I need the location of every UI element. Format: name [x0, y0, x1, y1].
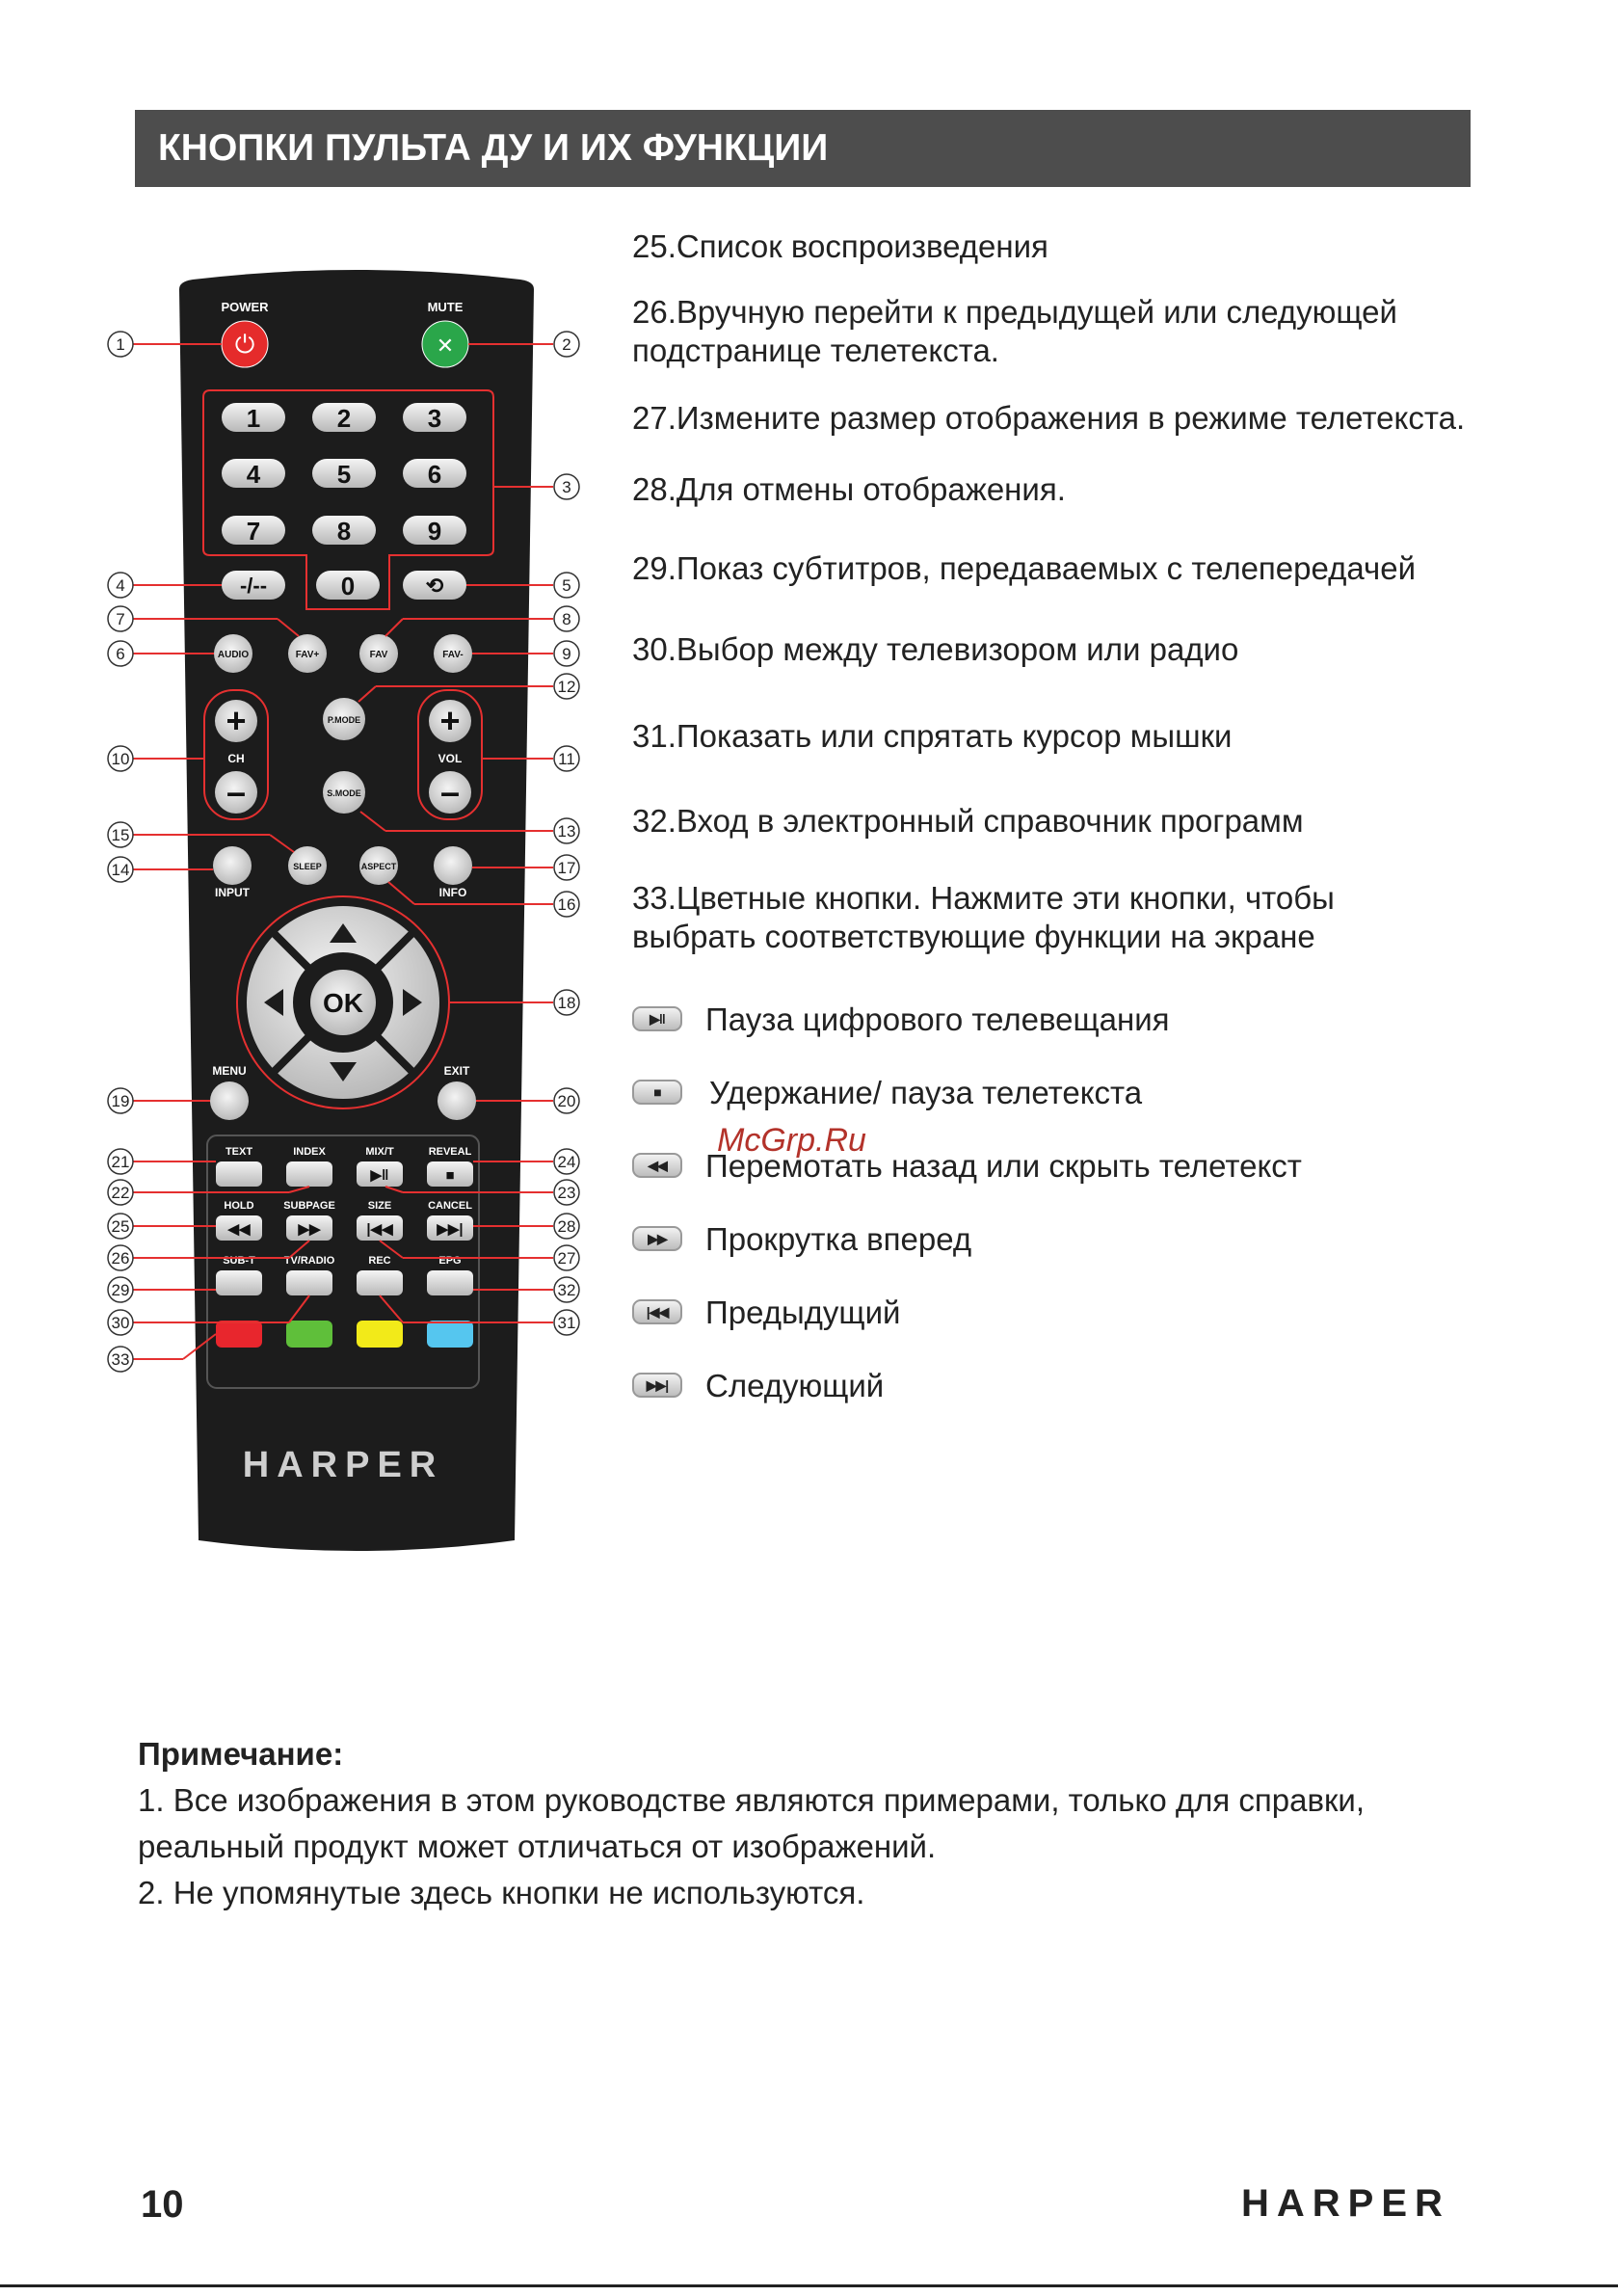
digit-2-label: 2	[336, 404, 352, 433]
rewind-icon: ◀◀	[632, 1153, 682, 1178]
function-item: 26.Вручную перейти к предыдущей или следующей подстранице телетекста.	[632, 294, 1397, 368]
callout-number: 1	[116, 335, 125, 354]
stop-icon: ■	[632, 1080, 682, 1105]
watermark: McGrp.Ru	[717, 1122, 866, 1159]
rewind-icon: ◀◀	[227, 1221, 251, 1238]
page-bottom-rule	[0, 2284, 1618, 2287]
tvradio-button	[286, 1270, 332, 1295]
next-icon: ▶▶|	[632, 1373, 682, 1398]
callout-number: 27	[557, 1249, 576, 1268]
section-title: КНОПКИ ПУЛЬТА ДУ И ИХ ФУНКЦИИ	[158, 127, 829, 169]
stop-icon: ■	[445, 1167, 455, 1184]
callout-number: 19	[111, 1092, 130, 1110]
digit-7-label: 7	[246, 517, 261, 546]
minus-icon: –	[225, 772, 247, 812]
function-item: 33.Цветные кнопки. Нажмите эти кнопки, чтобы выбрать соответствующие функции на экране	[632, 880, 1335, 954]
dash-label: -/--	[239, 574, 268, 598]
callout-number: 3	[562, 478, 571, 496]
power-icon: ⏻	[234, 330, 255, 359]
menu-label: MENU	[212, 1064, 247, 1078]
callout-number: 31	[557, 1314, 576, 1332]
subpage-label: SUBPAGE	[283, 1200, 335, 1212]
note-line-2: 2. Не упомянутые здесь кнопки не используются.	[138, 1875, 865, 1910]
exit-label: EXIT	[443, 1064, 470, 1078]
pmode-label: P.MODE	[327, 715, 361, 725]
mute-label: MUTE	[427, 300, 464, 314]
function-item: 29.Показ субтитров, передаваемых с телепередачей	[632, 550, 1416, 586]
ok-label: OK	[323, 988, 363, 1018]
mixt-label: MIX/T	[365, 1146, 394, 1158]
digit-5-label: 5	[336, 460, 352, 489]
function-item: 25.Список воспроизведения	[632, 228, 1048, 264]
digit-0-label: 0	[340, 572, 356, 601]
power-label: POWER	[221, 300, 269, 314]
callout-number: 22	[111, 1184, 130, 1202]
tvradio-label: TV/RADIO	[283, 1255, 335, 1267]
red-button	[216, 1321, 262, 1348]
vol-label: VOL	[438, 752, 463, 765]
callout-number: 9	[562, 645, 571, 663]
function-item: 28.Для отмены отображения.	[632, 471, 1066, 507]
callout-number: 25	[111, 1217, 130, 1236]
callout-number: 24	[557, 1153, 576, 1171]
section-header	[135, 110, 1471, 187]
digit-6-label: 6	[427, 460, 442, 489]
sleep-label: SLEEP	[293, 862, 322, 871]
function-item: 30.Выбор между телевизором или радио	[632, 631, 1239, 667]
remote-brand-logo: HARPER	[242, 1445, 444, 1485]
remote-illustration	[96, 260, 617, 1581]
fast-forward-icon: ▶▶	[298, 1221, 321, 1238]
input-button	[213, 846, 252, 885]
callout-number: 26	[111, 1249, 130, 1268]
ch-label: CH	[227, 752, 245, 765]
fast-forward-icon: ▶▶	[632, 1226, 682, 1251]
function-item: 31.Показать или спрятать курсор мышки	[632, 718, 1233, 754]
digit-4-label: 4	[246, 460, 261, 489]
callout-number: 23	[557, 1184, 576, 1202]
fav-minus-label: FAV-	[442, 650, 464, 660]
callout-number: 15	[111, 826, 130, 844]
info-label: INFO	[438, 886, 467, 899]
size-label: SIZE	[367, 1200, 392, 1212]
callout-number: 10	[111, 750, 130, 768]
previous-icon: |◀◀	[632, 1299, 682, 1324]
page-number: 10	[141, 2183, 184, 2226]
subt-label: SUB-T	[223, 1255, 255, 1267]
yellow-button	[357, 1321, 403, 1348]
index-button	[286, 1161, 332, 1187]
menu-button	[210, 1081, 249, 1120]
fav-plus-label: FAV+	[295, 650, 320, 660]
audio-label: AUDIO	[217, 650, 250, 660]
callout-number: 21	[111, 1153, 130, 1171]
callout-number: 5	[562, 576, 571, 595]
callout-number: 12	[557, 678, 576, 696]
fav-label: FAV	[369, 650, 388, 660]
next-icon: ▶▶|	[437, 1221, 464, 1238]
digit-1-label: 1	[246, 404, 261, 433]
note-title: Примечание:	[138, 1736, 344, 1772]
aspect-label: ASPECT	[360, 862, 397, 871]
info-button	[434, 846, 472, 885]
callout-number: 6	[116, 645, 125, 663]
plus-icon: +	[439, 701, 461, 740]
callout-number: 33	[111, 1350, 130, 1369]
rec-button	[357, 1270, 403, 1295]
plus-icon: +	[225, 701, 247, 740]
footer-brand-logo: HARPER	[1241, 2182, 1450, 2225]
epg-button	[427, 1270, 473, 1295]
recall-icon: ⟲	[425, 574, 444, 598]
minus-icon: –	[439, 772, 461, 812]
callout-number: 13	[557, 822, 576, 841]
mute-icon: ✕	[436, 334, 455, 358]
callout-number: 18	[557, 994, 576, 1012]
callout-number: 14	[111, 861, 130, 879]
callout-number: 20	[557, 1092, 576, 1110]
subt-button	[216, 1270, 262, 1295]
callout-number: 16	[557, 895, 576, 914]
note-line-1: 1. Все изображения в этом руководстве являются примерами, только для справки, реальный продукт может отличаться от изображений.	[138, 1782, 1366, 1864]
digit-9-label: 9	[427, 517, 442, 546]
text-button	[216, 1161, 262, 1187]
callout-number: 29	[111, 1281, 130, 1299]
function-item: 27.Измените размер отображения в режиме телетекста.	[632, 400, 1466, 436]
previous-icon: |◀◀	[366, 1221, 393, 1238]
callout-number: 17	[557, 859, 576, 877]
play-pause-icon: ▶‖	[370, 1167, 389, 1184]
blue-button	[427, 1321, 473, 1348]
cancel-label: CANCEL	[428, 1200, 472, 1212]
callout-number: 28	[557, 1217, 576, 1236]
input-label: INPUT	[215, 886, 250, 899]
text-label: TEXT	[225, 1146, 253, 1158]
hold-label: HOLD	[224, 1200, 254, 1212]
exit-button	[438, 1081, 476, 1120]
callout-number: 8	[562, 610, 571, 628]
digit-8-label: 8	[336, 517, 352, 546]
smode-label: S.MODE	[327, 788, 361, 798]
callout-number: 7	[116, 610, 125, 628]
callout-number: 11	[558, 750, 575, 768]
function-item: 32.Вход в электронный справочник программ	[632, 803, 1304, 839]
play-pause-icon: ▶‖	[632, 1006, 682, 1031]
callout-number: 30	[111, 1314, 130, 1332]
callout-number: 4	[116, 576, 125, 595]
index-label: INDEX	[293, 1146, 326, 1158]
note-section	[138, 1731, 1535, 1916]
green-button	[286, 1321, 332, 1348]
epg-label: EPG	[438, 1255, 462, 1267]
reveal-label: REVEAL	[428, 1146, 472, 1158]
rec-label: REC	[368, 1255, 391, 1267]
callout-number: 32	[557, 1281, 576, 1299]
callout-number: 2	[562, 335, 571, 354]
digit-3-label: 3	[427, 404, 442, 433]
